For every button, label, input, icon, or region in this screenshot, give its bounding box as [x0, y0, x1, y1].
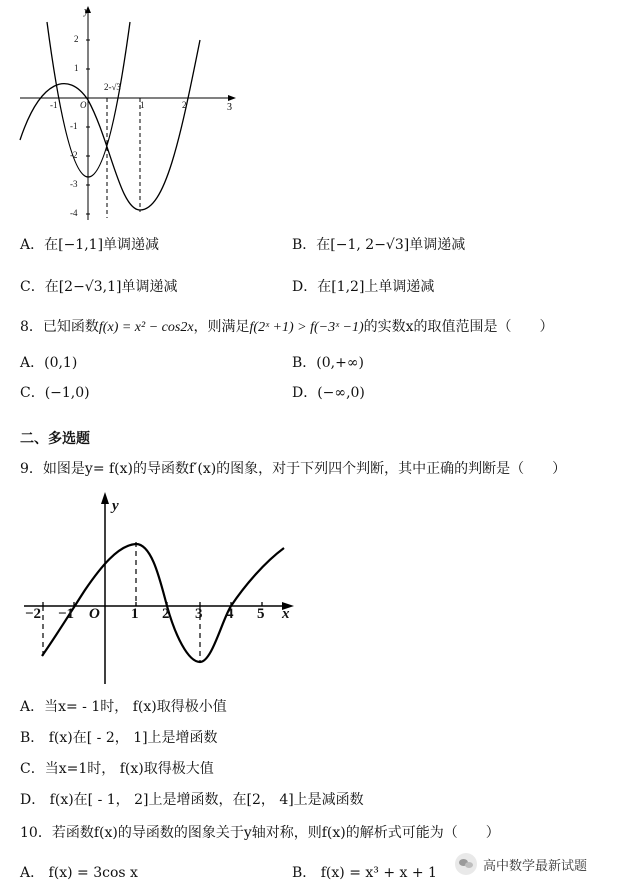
q9-option-c: C．当x=1时， f(x)取得极大值 [20, 761, 214, 777]
q8-option-c: C．(−1,0) [20, 385, 90, 401]
q8-stem-mid: ，则满足 [193, 319, 250, 335]
graph1-tick-ym4: -4 [70, 208, 78, 218]
graph1-tick-ym1: -1 [70, 121, 78, 131]
graph-q9 [0, 490, 628, 690]
q7-option-c: C．在[2−√3,1]单调递减 [20, 279, 178, 295]
q10-option-b: B． f(x) = x³ + x + 1 [292, 865, 437, 881]
graph1-tick-x1: 1 [140, 100, 145, 110]
graph2-tick-5: 5 [257, 606, 265, 622]
watermark-text: 高中数学最新试题 [483, 858, 588, 874]
wechat-icon [455, 853, 477, 875]
q8-func: f(x) = x² − cos2x [98, 320, 194, 335]
q8-option-a: A．(0,1) [20, 355, 78, 371]
q7-option-d: D．在[1,2]上单调递减 [292, 279, 435, 295]
graph1-x-arrow-label: 3 [227, 102, 232, 113]
graph2-tick-4: 4 [226, 606, 234, 622]
q9-option-a: A．当x= - 1时， f(x)取得极小值 [20, 699, 227, 715]
graph2-x-label: x [282, 606, 290, 622]
q8-option-b: B．(0,+∞) [292, 355, 364, 371]
q7-option-a: A．在[−1,1]单调递减 [20, 237, 160, 253]
graph1-y-label: y [84, 6, 89, 17]
graph2-tick-3: 3 [195, 606, 203, 622]
graph2-tick-2: 2 [162, 606, 170, 622]
graph1-curve2 [20, 40, 200, 210]
q8-stem [20, 316, 554, 336]
q9-option-d: D． f(x)在[ - 1， 2]上是增函数，在[2， 4]上是减函数 [20, 792, 364, 808]
graph1-origin: O [80, 100, 87, 110]
graph1-x-arrow [228, 95, 236, 101]
q8-inequality: f(2ˣ +1) > f(−3ˣ −1) [249, 320, 364, 335]
graph-q7 [0, 0, 628, 230]
graph2-y-arrow [101, 492, 109, 504]
q7-option-b: B．在[−1, 2−√3]单调递减 [292, 237, 466, 253]
graph2-y-label: y [112, 498, 119, 514]
q8-stem-suffix: 的实数x的取值范围是（ ） [363, 319, 554, 335]
q10-stem: 10．若函数f(x)的导函数的图象关于y轴对称，则f(x)的解析式可能为（ ） [20, 825, 500, 841]
watermark [455, 850, 587, 878]
graph2-tick-m2: −2 [25, 606, 42, 622]
graph1-tick-xm1: -1 [50, 100, 58, 110]
q9-stem: 9．如图是y= f(x)的导函数f′(x)的图象，对于下列四个判断，其中正确的判断是（ ） [20, 461, 567, 477]
graph1-tick-x2: 2 [182, 100, 187, 110]
graph1-tick-2-root3: 2-√3 [104, 82, 121, 92]
q9-option-b: B． f(x)在[ - 2， 1]上是增函数 [20, 730, 218, 746]
graph2-origin: O [89, 606, 100, 622]
graph2-tick-m1: −1 [58, 606, 75, 622]
graph2-curve [42, 544, 284, 662]
section-title: 二、多选题 [20, 431, 90, 447]
graph1-tick-ym3: -3 [70, 179, 78, 189]
graph1-tick-y2: 2 [74, 34, 79, 44]
q10-option-a: A． f(x) = 3cos x [20, 865, 138, 881]
q8-option-d: D．(−∞,0) [292, 385, 365, 401]
graph1-tick-y1: 1 [74, 63, 79, 73]
graph1-tick-ym2: -2 [70, 150, 78, 160]
graph2-tick-1: 1 [131, 606, 139, 622]
q8-stem-prefix: 8．已知函数 [20, 319, 99, 335]
